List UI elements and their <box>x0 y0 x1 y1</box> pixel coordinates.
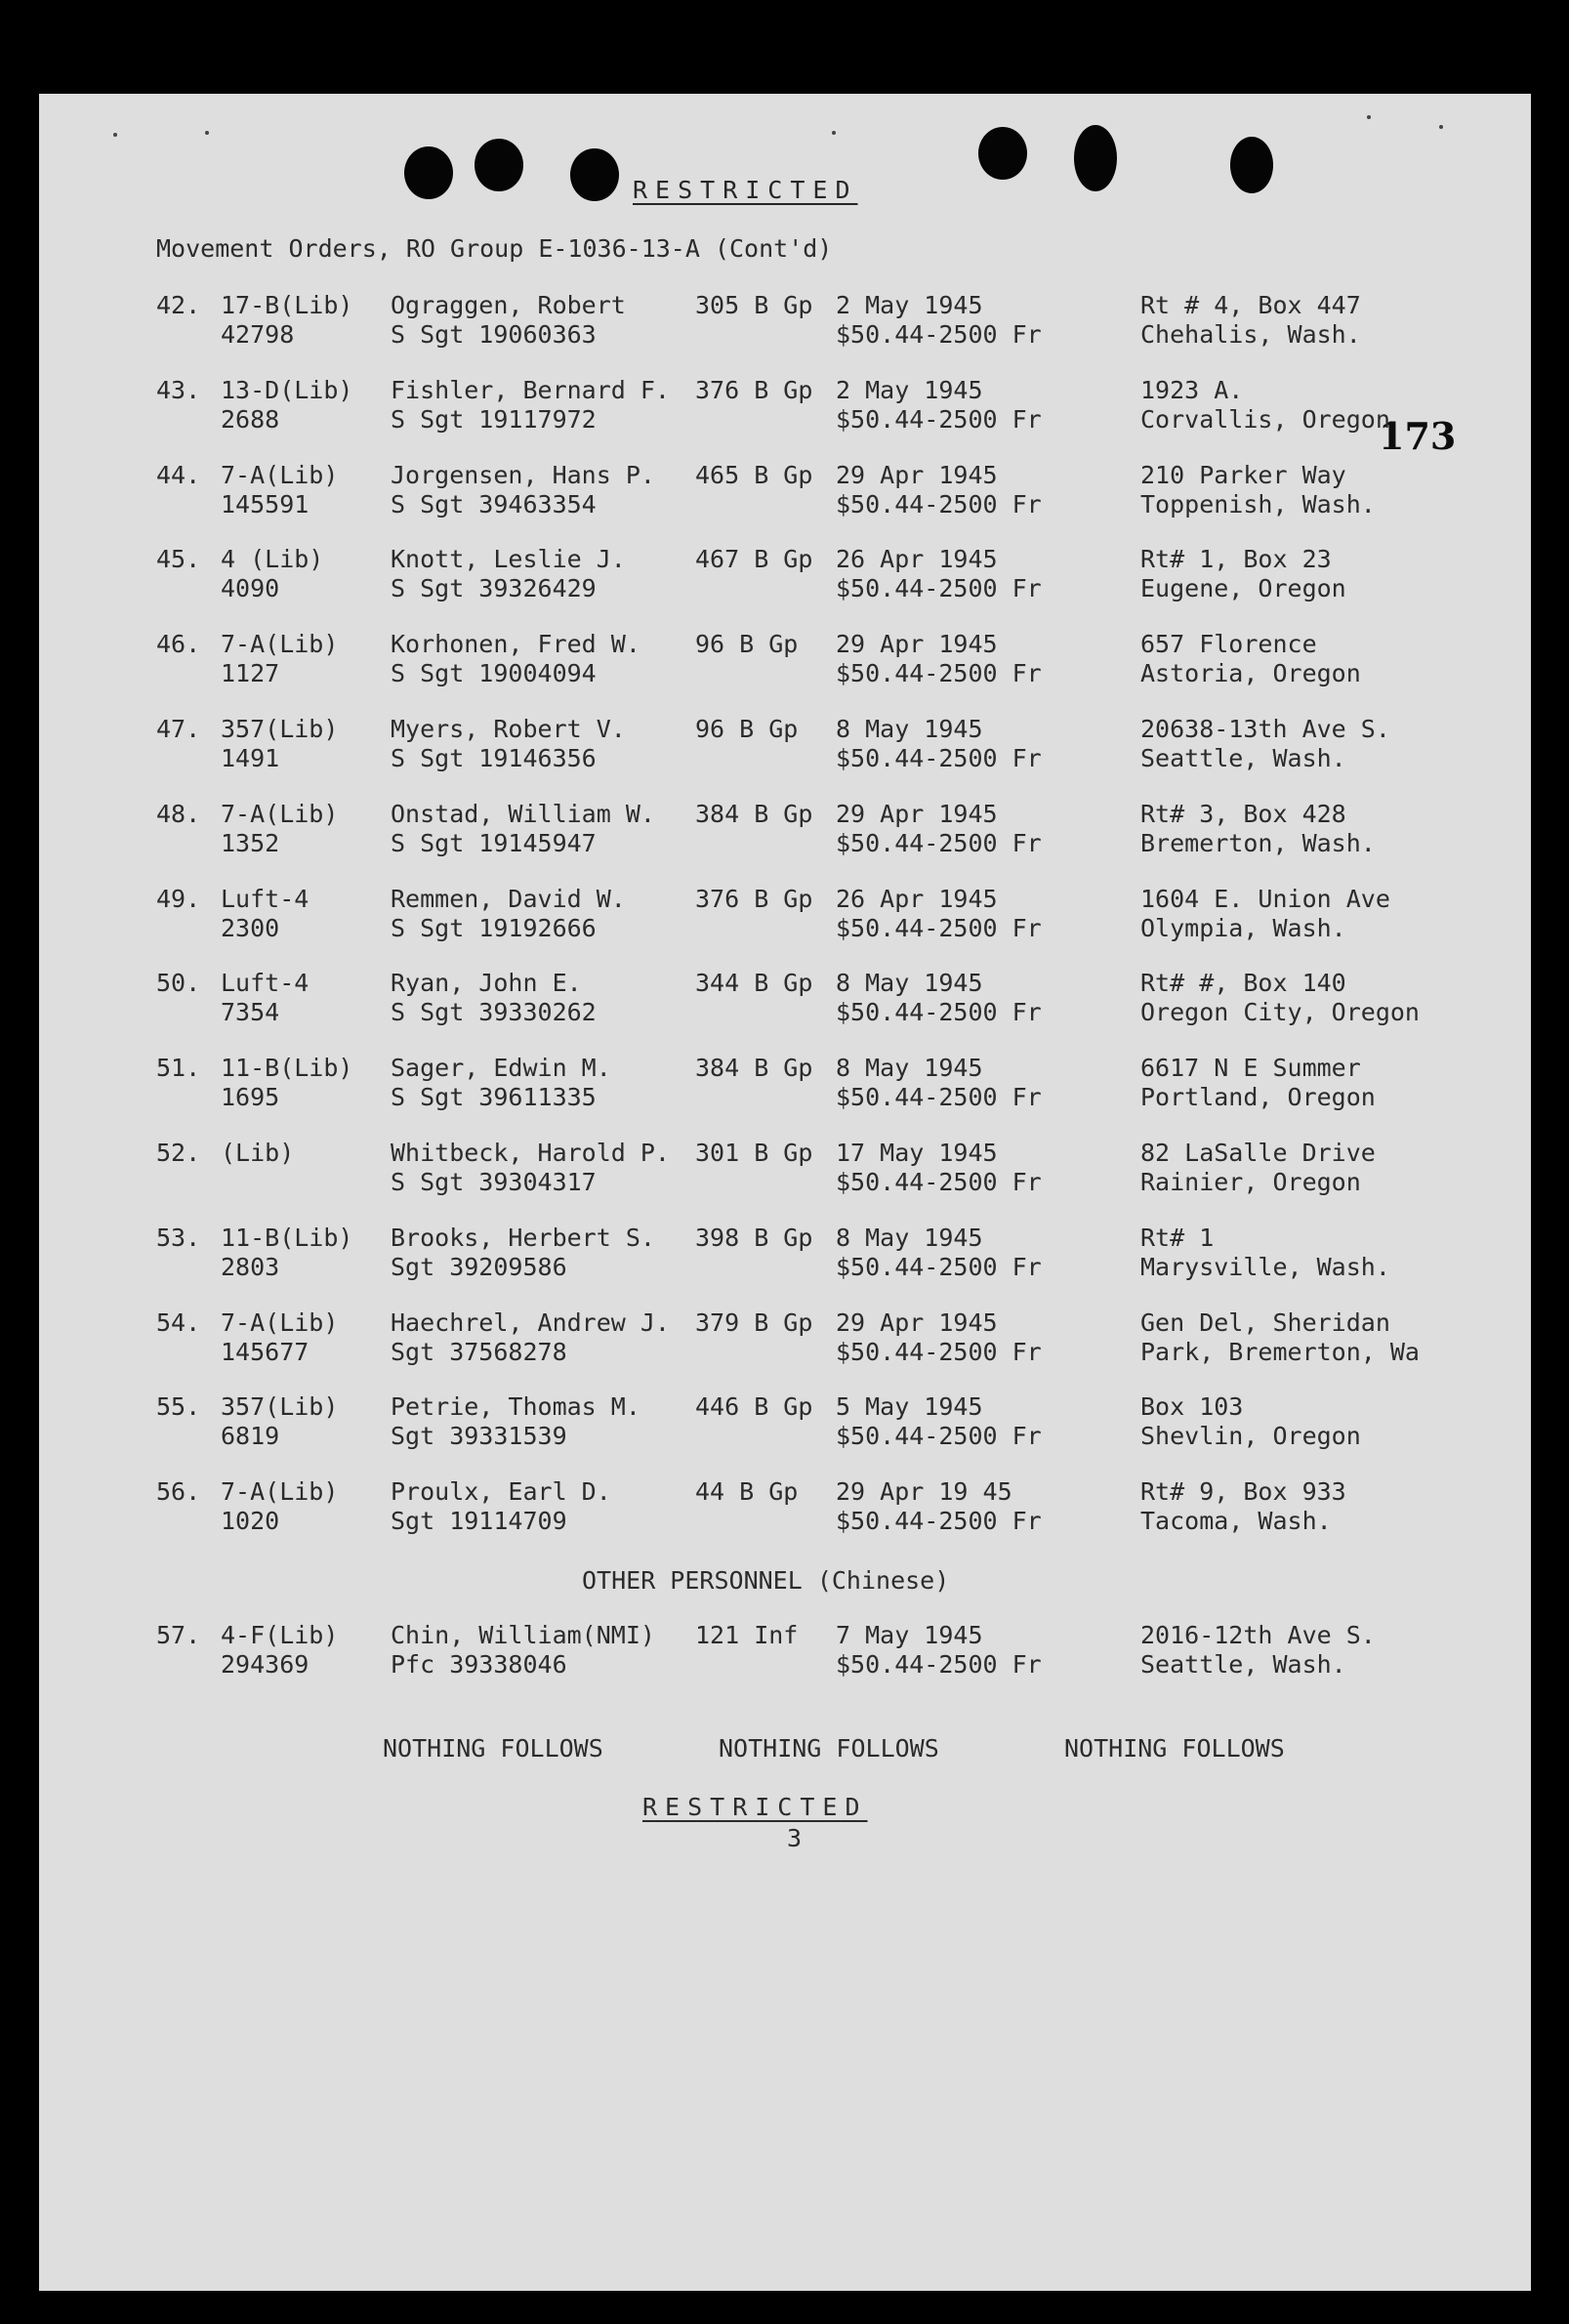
pay-amount: $50.44-2500 Fr <box>836 320 1042 349</box>
camp-label: 7-A(Lib) <box>221 1477 339 1507</box>
address-line-1: 210 Parker Way <box>1140 460 1346 489</box>
entry-row <box>0 1477 1569 1540</box>
pow-number: 1695 <box>221 1083 280 1112</box>
pow-number: 42798 <box>221 320 295 349</box>
person-name: Whitbeck, Harold P. <box>391 1139 670 1167</box>
entry-row <box>0 1392 1569 1455</box>
entry-row <box>0 1308 1569 1371</box>
entry-number: 48. <box>156 799 201 828</box>
pow-number: 1127 <box>221 659 280 688</box>
camp-label: 7-A(Lib) <box>221 799 339 828</box>
address-line-2: Marysville, Wash. <box>1140 1252 1390 1281</box>
camp-label: 7-A(Lib) <box>221 460 339 489</box>
address-line-1: Rt# 1 <box>1140 1223 1215 1252</box>
unit: 467 B Gp <box>695 545 813 574</box>
unit: 384 B Gp <box>695 799 813 828</box>
entry-number: 46. <box>156 630 201 659</box>
paper-speck <box>832 131 836 135</box>
address-line-1: 6617 N E Summer <box>1140 1054 1361 1083</box>
person-name: Knott, Leslie J. <box>391 545 626 574</box>
unit: 305 B Gp <box>695 291 813 319</box>
address-line-1: Rt# #, Box 140 <box>1140 969 1346 998</box>
person-name: Chin, William(NMI) <box>391 1621 655 1649</box>
punch-hole <box>570 148 619 201</box>
rank-serial: Sgt 19114709 <box>391 1507 567 1536</box>
person-name: Jorgensen, Hans P. <box>391 460 655 489</box>
address-line-2: Seattle, Wash. <box>1140 1650 1346 1679</box>
person-name: Myers, Robert V. <box>391 715 626 743</box>
person-name: Onstad, William W. <box>391 799 655 828</box>
unit: 44 B Gp <box>695 1477 799 1507</box>
entry-number: 44. <box>156 460 201 489</box>
entry-row <box>0 1224 1569 1286</box>
date: 29 Apr 1945 <box>836 799 998 828</box>
unit: 398 B Gp <box>695 1223 813 1252</box>
address-line-2: Olympia, Wash. <box>1140 913 1346 942</box>
date: 29 Apr 1945 <box>836 630 998 659</box>
nothing-follows-text: NOTHING FOLLOWS <box>719 1734 939 1763</box>
unit: 121 Inf <box>695 1621 799 1649</box>
pay-amount: $50.44-2500 Fr <box>836 1507 1042 1536</box>
nothing-follows-text: NOTHING FOLLOWS <box>383 1734 603 1763</box>
pay-amount: $50.44-2500 Fr <box>836 404 1042 434</box>
address-line-1: 1604 E. Union Ave <box>1140 884 1390 913</box>
address-line-2: Chehalis, Wash. <box>1140 320 1361 349</box>
date: 26 Apr 1945 <box>836 884 998 913</box>
pow-number: 2300 <box>221 913 280 942</box>
entry-number: 43. <box>156 375 201 404</box>
paper-speck <box>1367 115 1371 119</box>
camp-label: 11-B(Lib) <box>221 1054 353 1083</box>
unit: 446 B Gp <box>695 1392 813 1422</box>
paper-speck <box>205 131 209 135</box>
address-line-1: 657 Florence <box>1140 630 1317 659</box>
date: 5 May 1945 <box>836 1392 983 1422</box>
pow-number: 2688 <box>221 404 280 434</box>
unit: 96 B Gp <box>695 715 799 743</box>
rank-serial: S Sgt 39326429 <box>391 574 597 603</box>
unit: 376 B Gp <box>695 375 813 404</box>
entry-row <box>0 1139 1569 1201</box>
pow-number: 7354 <box>221 998 280 1027</box>
address-line-1: Gen Del, Sheridan <box>1140 1307 1390 1337</box>
date: 8 May 1945 <box>836 1223 983 1252</box>
person-name: Brooks, Herbert S. <box>391 1223 655 1252</box>
camp-label: 4 (Lib) <box>221 545 324 574</box>
pow-number: 1020 <box>221 1507 280 1536</box>
punch-hole <box>1230 137 1273 193</box>
rank-serial: Pfc 39338046 <box>391 1650 567 1679</box>
document-subtitle: Movement Orders, RO Group E-1036-13-A (Cont'd) <box>156 234 833 263</box>
rank-serial: S Sgt 39304317 <box>391 1168 597 1196</box>
date: 8 May 1945 <box>836 715 983 743</box>
rank-serial: S Sgt 19117972 <box>391 404 597 434</box>
date: 7 May 1945 <box>836 1621 983 1649</box>
camp-label: Luft-4 <box>221 969 310 998</box>
pay-amount: $50.44-2500 Fr <box>836 913 1042 942</box>
date: 8 May 1945 <box>836 1054 983 1083</box>
entry-row <box>0 461 1569 523</box>
nothing-follows-text: NOTHING FOLLOWS <box>1064 1734 1285 1763</box>
camp-label: 357(Lib) <box>221 715 339 743</box>
entry-number: 54. <box>156 1307 201 1337</box>
person-name: Fishler, Bernard F. <box>391 375 670 404</box>
entry-row <box>0 630 1569 692</box>
entry-number: 51. <box>156 1054 201 1083</box>
rank-serial: S Sgt 19145947 <box>391 828 597 857</box>
entry-number: 57. <box>156 1621 201 1649</box>
entry-row <box>0 545 1569 607</box>
date: 29 Apr 1945 <box>836 1307 998 1337</box>
rank-serial: Sgt 39331539 <box>391 1422 567 1451</box>
entry-row <box>0 885 1569 947</box>
address-line-2: Toppenish, Wash. <box>1140 489 1376 519</box>
address-line-2: Park, Bremerton, Wa <box>1140 1337 1420 1366</box>
address-line-2: Eugene, Oregon <box>1140 574 1346 603</box>
address-line-2: Bremerton, Wash. <box>1140 828 1376 857</box>
date: 17 May 1945 <box>836 1139 998 1167</box>
rank-serial: Sgt 37568278 <box>391 1337 567 1366</box>
unit: 344 B Gp <box>695 969 813 998</box>
other-personnel-heading: OTHER PERSONNEL (Chinese) <box>582 1566 950 1595</box>
unit: 465 B Gp <box>695 460 813 489</box>
entry-number: 50. <box>156 969 201 998</box>
date: 8 May 1945 <box>836 969 983 998</box>
address-line-1: 1923 A. <box>1140 375 1244 404</box>
rank-serial: S Sgt 19004094 <box>391 659 597 688</box>
date: 2 May 1945 <box>836 291 983 319</box>
entry-number: 52. <box>156 1139 201 1167</box>
entry-row <box>0 800 1569 862</box>
camp-label: 4-F(Lib) <box>221 1621 339 1649</box>
punch-hole <box>475 139 523 191</box>
unit: 379 B Gp <box>695 1307 813 1337</box>
pow-number: 145591 <box>221 489 310 519</box>
pay-amount: $50.44-2500 Fr <box>836 1252 1042 1281</box>
address-line-1: 82 LaSalle Drive <box>1140 1139 1376 1167</box>
address-line-1: 20638-13th Ave S. <box>1140 715 1390 743</box>
pay-amount: $50.44-2500 Fr <box>836 1168 1042 1196</box>
address-line-2: Rainier, Oregon <box>1140 1168 1361 1196</box>
date: 2 May 1945 <box>836 375 983 404</box>
rank-serial: Sgt 39209586 <box>391 1252 567 1281</box>
address-line-2: Astoria, Oregon <box>1140 659 1361 688</box>
pay-amount: $50.44-2500 Fr <box>836 574 1042 603</box>
address-line-2: Shevlin, Oregon <box>1140 1422 1361 1451</box>
pay-amount: $50.44-2500 Fr <box>836 1650 1042 1679</box>
entry-number: 47. <box>156 715 201 743</box>
pay-amount: $50.44-2500 Fr <box>836 744 1042 772</box>
address-line-1: Rt# 1, Box 23 <box>1140 545 1332 574</box>
address-line-1: Rt # 4, Box 447 <box>1140 291 1361 319</box>
entry-number: 45. <box>156 545 201 574</box>
date: 26 Apr 1945 <box>836 545 998 574</box>
paper-speck <box>113 133 117 137</box>
camp-label: 11-B(Lib) <box>221 1223 353 1252</box>
entry-row <box>0 1054 1569 1116</box>
pay-amount: $50.44-2500 Fr <box>836 489 1042 519</box>
pay-amount: $50.44-2500 Fr <box>836 1337 1042 1366</box>
address-line-2: Corvallis, Oregon <box>1140 404 1390 434</box>
date: 29 Apr 1945 <box>836 460 998 489</box>
pay-amount: $50.44-2500 Fr <box>836 659 1042 688</box>
address-line-2: Oregon City, Oregon <box>1140 998 1420 1027</box>
camp-label: 7-A(Lib) <box>221 630 339 659</box>
entry-row <box>0 291 1569 353</box>
rank-serial: S Sgt 39463354 <box>391 489 597 519</box>
rank-serial: S Sgt 39330262 <box>391 998 597 1027</box>
camp-label: 17-B(Lib) <box>221 291 353 319</box>
address-line-2: Portland, Oregon <box>1140 1083 1376 1112</box>
pow-number: 1491 <box>221 744 280 772</box>
camp-label: 13-D(Lib) <box>221 375 353 404</box>
entry-number: 49. <box>156 884 201 913</box>
address-line-1: 2016-12th Ave S. <box>1140 1621 1376 1649</box>
address-line-1: Rt# 3, Box 428 <box>1140 799 1346 828</box>
punch-hole <box>404 146 453 199</box>
person-name: Remmen, David W. <box>391 884 626 913</box>
rank-serial: S Sgt 19146356 <box>391 744 597 772</box>
unit: 384 B Gp <box>695 1054 813 1083</box>
address-line-2: Seattle, Wash. <box>1140 744 1346 772</box>
pow-number: 4090 <box>221 574 280 603</box>
footer-classification: RESTRICTED <box>642 1793 868 1821</box>
unit: 301 B Gp <box>695 1139 813 1167</box>
person-name: Sager, Edwin M. <box>391 1054 611 1083</box>
camp-label: 357(Lib) <box>221 1392 339 1422</box>
camp-label: 7-A(Lib) <box>221 1307 339 1337</box>
pay-amount: $50.44-2500 Fr <box>836 998 1042 1027</box>
header-classification: RESTRICTED <box>633 176 858 204</box>
punch-hole <box>1074 125 1117 191</box>
entry-number: 55. <box>156 1392 201 1422</box>
person-name: Proulx, Earl D. <box>391 1477 611 1507</box>
pow-number: 6819 <box>221 1422 280 1451</box>
entry-row <box>0 376 1569 438</box>
punch-hole <box>978 127 1027 180</box>
person-name: Petrie, Thomas M. <box>391 1392 640 1422</box>
address-line-1: Box 103 <box>1140 1392 1244 1422</box>
entry-number: 42. <box>156 291 201 319</box>
pow-number: 1352 <box>221 828 280 857</box>
unit: 96 B Gp <box>695 630 799 659</box>
camp-label: (Lib) <box>221 1139 295 1167</box>
pay-amount: $50.44-2500 Fr <box>836 828 1042 857</box>
camp-label: Luft-4 <box>221 884 310 913</box>
pow-number: 145677 <box>221 1337 310 1366</box>
page-number: 3 <box>787 1824 803 1852</box>
pay-amount: $50.44-2500 Fr <box>836 1083 1042 1112</box>
entry-row <box>0 1621 1569 1683</box>
rank-serial: S Sgt 19060363 <box>391 320 597 349</box>
page-stamp: 173 <box>1379 414 1457 458</box>
entry-number: 53. <box>156 1223 201 1252</box>
address-line-1: Rt# 9, Box 933 <box>1140 1477 1346 1507</box>
address-line-2: Tacoma, Wash. <box>1140 1507 1332 1536</box>
pay-amount: $50.44-2500 Fr <box>836 1422 1042 1451</box>
rank-serial: S Sgt 39611335 <box>391 1083 597 1112</box>
date: 29 Apr 19 45 <box>836 1477 1012 1507</box>
entry-number: 56. <box>156 1477 201 1507</box>
entry-row <box>0 969 1569 1031</box>
rank-serial: S Sgt 19192666 <box>391 913 597 942</box>
person-name: Ograggen, Robert <box>391 291 626 319</box>
pow-number: 294369 <box>221 1650 310 1679</box>
pow-number: 2803 <box>221 1252 280 1281</box>
entry-row <box>0 715 1569 777</box>
paper-speck <box>1439 125 1443 129</box>
person-name: Haechrel, Andrew J. <box>391 1307 670 1337</box>
person-name: Ryan, John E. <box>391 969 582 998</box>
unit: 376 B Gp <box>695 884 813 913</box>
person-name: Korhonen, Fred W. <box>391 630 640 659</box>
